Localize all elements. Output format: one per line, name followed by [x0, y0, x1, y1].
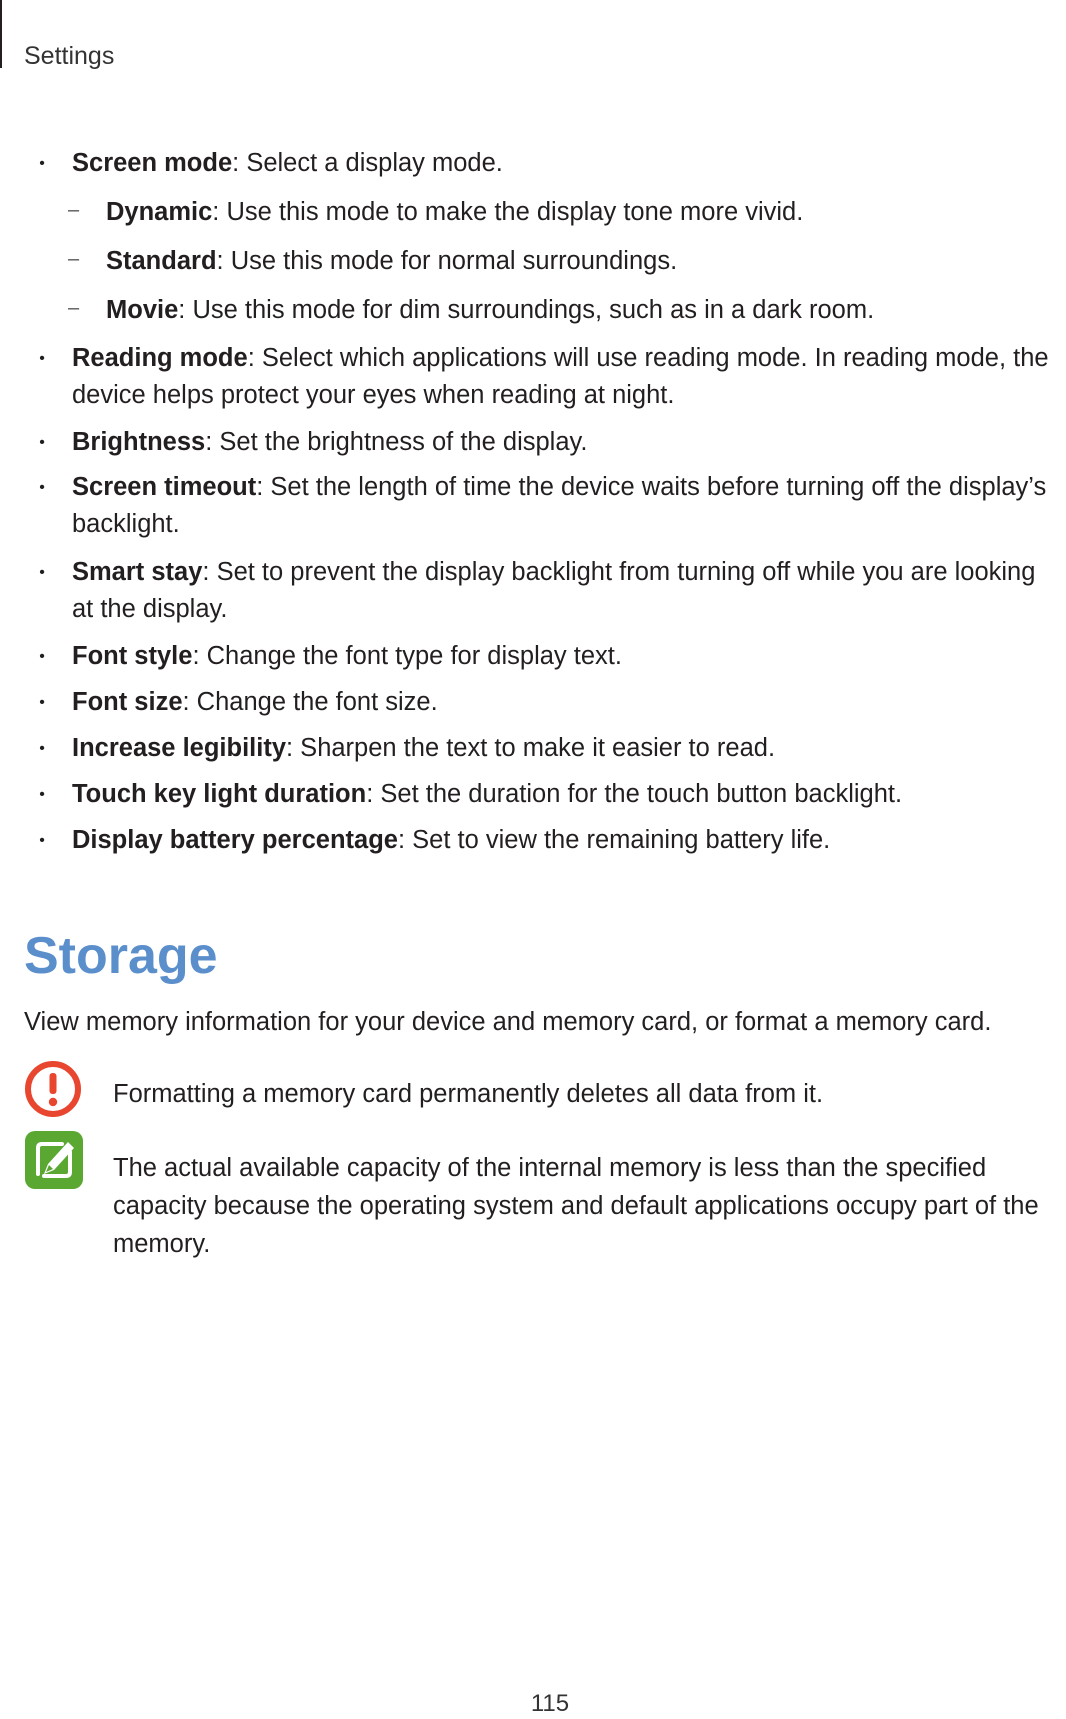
sub-item-standard — [68, 243, 1056, 280]
caution-icon — [24, 1060, 82, 1118]
note-icon — [24, 1130, 84, 1190]
dash-icon: – — [68, 248, 80, 270]
list-item-font-style — [39, 638, 1062, 675]
sub-item-dynamic — [68, 194, 1056, 231]
item-term: Brightness — [72, 428, 206, 456]
section-intro: View memory information for your device and memory card, or format a memory card. — [24, 1008, 992, 1036]
dash-icon: – — [68, 297, 80, 319]
item-term: Smart stay — [72, 558, 203, 586]
list-item-display-battery-percentage — [39, 822, 1062, 859]
item-term: Screen mode — [72, 149, 233, 177]
item-term: Font size — [72, 688, 183, 716]
page-number: 115 — [530, 1690, 570, 1717]
header-rule — [0, 0, 2, 68]
item-term: Increase legibility — [72, 734, 287, 762]
list-item-screen-mode — [39, 145, 1062, 182]
item-desc: : Sharpen the text to make it easier to read. — [286, 734, 776, 762]
list-item-increase-legibility — [39, 730, 1062, 767]
sub-item-desc: : Use this mode for normal surroundings. — [216, 247, 678, 275]
item-desc: : Set the brightness of the display. — [205, 428, 588, 456]
item-desc: : Set the length of time the device waits before turning off the display’s backlight. — [72, 473, 1047, 538]
caution-text: Formatting a memory card permanently deletes all data from it. — [113, 1080, 824, 1108]
list-item-screen-timeout — [39, 469, 1062, 543]
item-desc: : Set the duration for the touch button backlight. — [366, 780, 903, 808]
item-term: Touch key light duration — [72, 780, 367, 808]
sub-item-desc: : Use this mode to make the display tone more vivid. — [212, 198, 804, 226]
item-term: Display battery percentage — [72, 826, 398, 854]
sub-item-term: Dynamic — [106, 198, 213, 226]
note-text: The actual available capacity of the internal memory is less than the specified capacity because the operating system and default applications occupy part of the memory. — [113, 1154, 1039, 1258]
bullet-icon: • — [39, 434, 45, 451]
list-item-brightness — [39, 424, 1062, 461]
bullet-icon: • — [39, 648, 45, 665]
item-term: Screen timeout — [72, 473, 257, 501]
bullet-icon: • — [39, 155, 45, 172]
bullet-icon: • — [39, 350, 45, 367]
list-item-font-size — [39, 684, 1062, 721]
list-item-smart-stay — [39, 554, 1062, 628]
item-desc: : Change the font size. — [182, 688, 438, 716]
bullet-icon: • — [39, 740, 45, 757]
item-desc: : Select a display mode. — [232, 149, 503, 177]
item-desc: : Select which applications will use reading mode. In reading mode, the device helps protect your eyes when reading at night. — [72, 344, 1049, 409]
sub-item-term: Standard — [106, 247, 217, 275]
bullet-icon: • — [39, 832, 45, 849]
item-desc: : Set to view the remaining battery life. — [397, 826, 831, 854]
item-term: Font style — [72, 642, 193, 670]
bullet-icon: • — [39, 479, 45, 496]
item-term: Reading mode — [72, 344, 248, 372]
bullet-icon: • — [39, 786, 45, 803]
section-heading-storage: Storage — [24, 927, 218, 985]
list-item-touch-key-light-duration — [39, 776, 1062, 813]
sub-item-desc: : Use this mode for dim surroundings, such as in a dark room. — [178, 296, 875, 324]
sub-item-movie — [68, 292, 1056, 329]
bullet-icon: • — [39, 694, 45, 711]
item-desc: : Set to prevent the display backlight from turning off while you are looking at the display. — [72, 558, 1036, 623]
bullet-icon: • — [39, 564, 45, 581]
list-item-reading-mode — [39, 340, 1062, 414]
item-desc: : Change the font type for display text. — [192, 642, 622, 670]
sub-item-term: Movie — [106, 296, 179, 324]
dash-icon: – — [68, 199, 80, 221]
page-header-title: Settings — [24, 42, 115, 70]
